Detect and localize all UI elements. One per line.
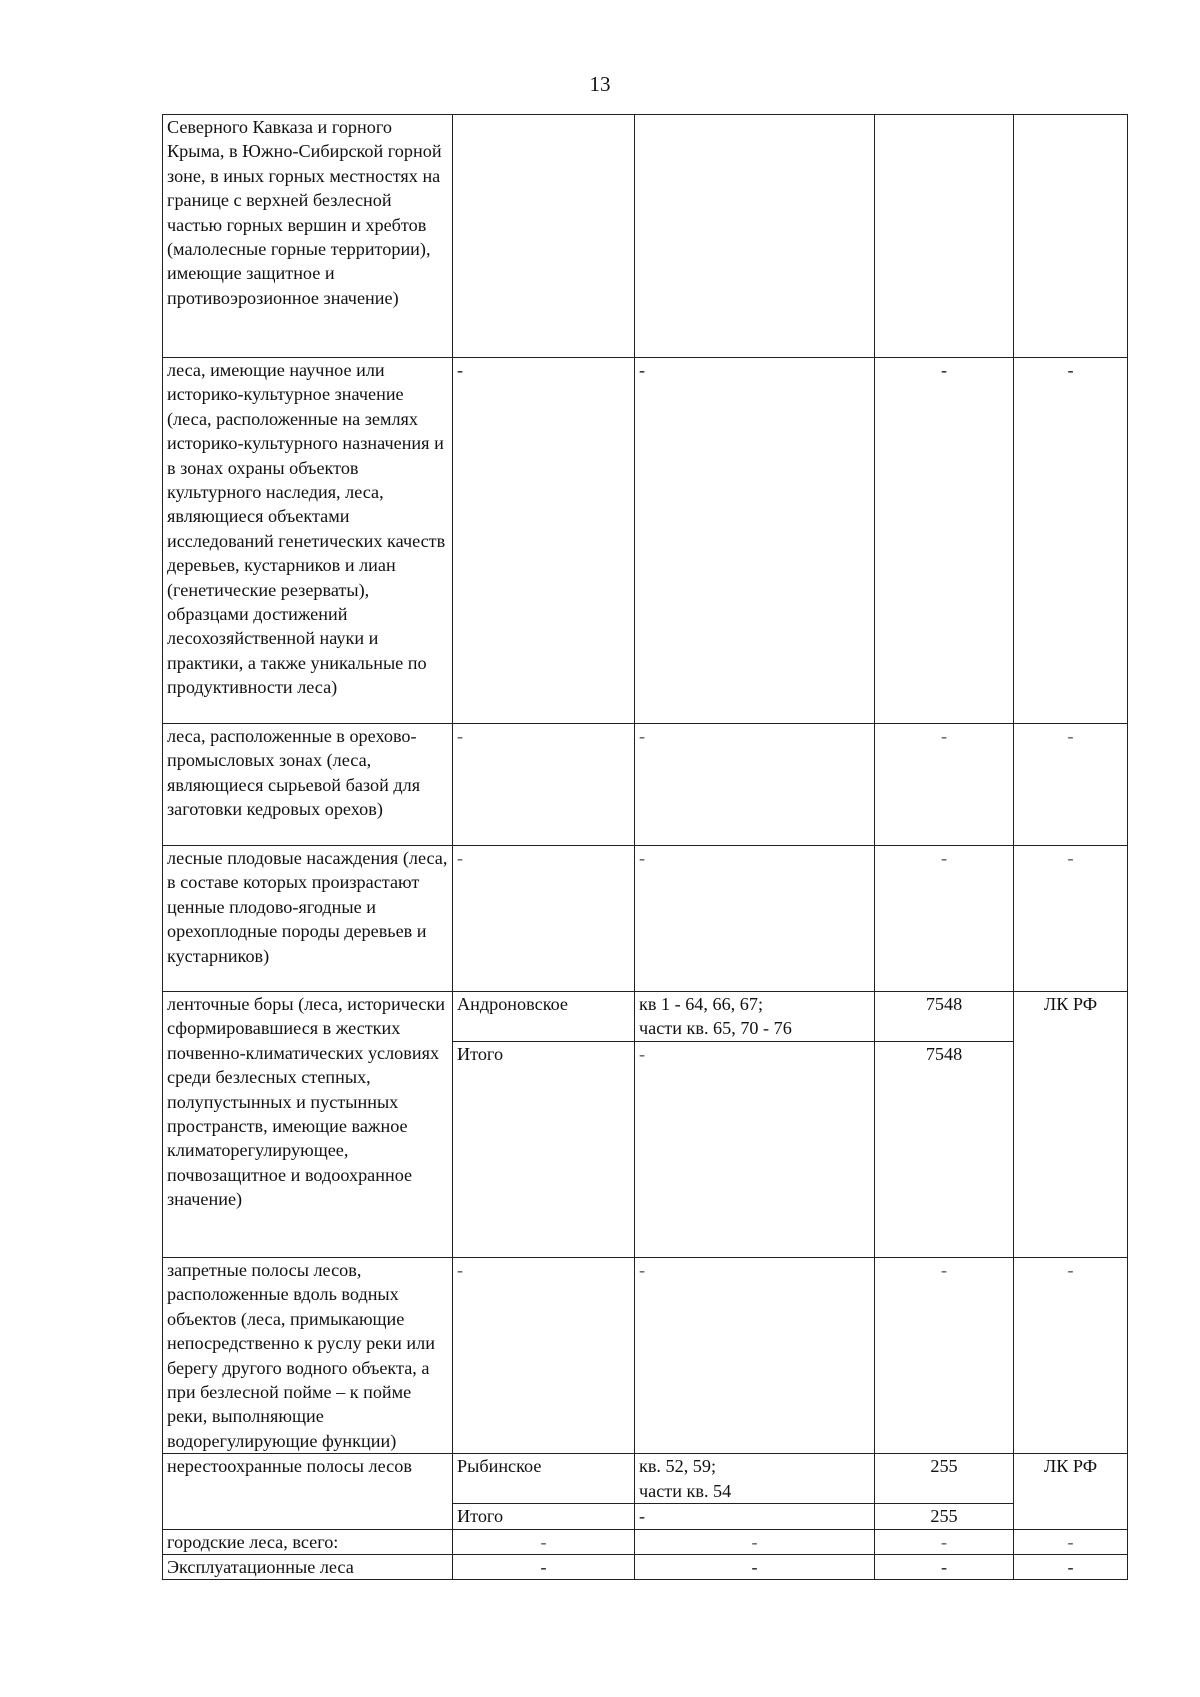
- table-row: [163, 358, 1128, 724]
- total-label: Итого: [453, 1504, 635, 1529]
- quarters-line: части кв. 65, 70 - 76: [639, 1018, 792, 1039]
- category-cell: леса, имеющие научное или историко-культурное значение (леса, расположенные на землях историко-культурного назначения и в зонах охраны объектов культурного наследия, леса, являющиеся объектами исследований генетических качеств деревьев, кустарников и лиан (генетические резерваты), образцами достижений лесохозяйственной науки и практики, а также уникальные по продуктивности леса): [163, 358, 453, 724]
- basis-cell: ЛК РФ: [1014, 992, 1128, 1258]
- quarters-cell: [635, 115, 875, 358]
- table-row: [163, 992, 1128, 1042]
- district-cell: [453, 115, 635, 358]
- area-cell: [875, 115, 1014, 358]
- basis-cell: [1014, 115, 1128, 358]
- area-cell: -: [875, 1555, 1014, 1580]
- district-cell: -: [453, 1555, 635, 1580]
- total-area: 7548: [875, 1042, 1014, 1258]
- category-cell: нерестоохранные полосы лесов: [163, 1454, 453, 1529]
- district-cell: -: [453, 1529, 635, 1554]
- district-cell: Андроновское: [453, 992, 635, 1042]
- quarters-cell: -: [635, 724, 875, 846]
- quarters-cell: -: [635, 1258, 875, 1454]
- table-row: [163, 724, 1128, 846]
- area-cell: 7548: [875, 992, 1014, 1042]
- area-cell: -: [875, 846, 1014, 992]
- table-row: [163, 1454, 1128, 1504]
- quarters-cell: [635, 1454, 875, 1504]
- category-cell: Эксплуатационные леса: [163, 1555, 453, 1580]
- quarters-line: кв. 52, 59;: [639, 1456, 717, 1477]
- page-number: 13: [589, 72, 611, 96]
- district-cell: -: [453, 724, 635, 846]
- category-cell: леса, расположенные в орехово-промысловых зонах (леса, являющиеся сырьевой базой для заготовки кедровых орехов): [163, 724, 453, 846]
- quarters-cell: -: [635, 358, 875, 724]
- table-row: [163, 115, 1128, 358]
- area-cell: 255: [875, 1454, 1014, 1504]
- category-cell: лесные плодовые насаждения (леса, в составе которых произрастают ценные плодово-ягодные и орехоплодные породы деревьев и кустарников): [163, 846, 453, 992]
- area-cell: -: [875, 1529, 1014, 1554]
- category-cell: городские леса, всего:: [163, 1529, 453, 1554]
- table-row: [163, 1258, 1128, 1454]
- area-cell: -: [875, 358, 1014, 724]
- basis-cell: -: [1014, 1555, 1128, 1580]
- forest-table: [162, 114, 1128, 1580]
- district-cell: Рыбинское: [453, 1454, 635, 1504]
- basis-cell: ЛК РФ: [1014, 1454, 1128, 1529]
- quarters-cell: -: [635, 1504, 875, 1529]
- quarters-cell: -: [635, 1042, 875, 1258]
- category-cell: Северного Кавказа и горного Крыма, в Южно-Сибирской горной зоне, в иных горных местностях на границе с верхней безлесной частью горных вершин и хребтов (малолесные горные территории), имеющие защитное и противоэрозионное значение): [163, 115, 453, 358]
- quarters-cell: -: [635, 1555, 875, 1580]
- area-cell: -: [875, 724, 1014, 846]
- total-label: Итого: [453, 1042, 635, 1258]
- table-row: [163, 846, 1128, 992]
- quarters-cell: -: [635, 846, 875, 992]
- table-row: [163, 1555, 1128, 1580]
- district-cell: -: [453, 1258, 635, 1454]
- category-cell: ленточные боры (леса, исторически сформировавшиеся в жестких почвенно-климатических условиях среди безлесных степных, полупустынных и пустынных пространств, имеющие важное климаторегулирующее, почвозащитное и водоохранное значение): [163, 992, 453, 1258]
- basis-cell: -: [1014, 358, 1128, 724]
- category-cell: запретные полосы лесов, расположенные вдоль водных объектов (леса, примыкающие непосредственно к руслу реки или берегу другого водного объекта, а при безлесной пойме – к пойме реки, выполняющие водорегулирующие функции): [163, 1258, 453, 1454]
- table-row: [163, 1529, 1128, 1554]
- basis-cell: -: [1014, 846, 1128, 992]
- area-cell: -: [875, 1258, 1014, 1454]
- basis-cell: -: [1014, 1258, 1128, 1454]
- district-cell: -: [453, 358, 635, 724]
- district-cell: -: [453, 846, 635, 992]
- total-area: 255: [875, 1504, 1014, 1529]
- quarters-line: кв 1 - 64, 66, 67;: [639, 994, 764, 1014]
- quarters-cell: -: [635, 1529, 875, 1554]
- basis-cell: -: [1014, 1529, 1128, 1554]
- basis-cell: -: [1014, 724, 1128, 846]
- quarters-cell: [635, 992, 875, 1042]
- quarters-line: части кв. 54: [639, 1480, 732, 1501]
